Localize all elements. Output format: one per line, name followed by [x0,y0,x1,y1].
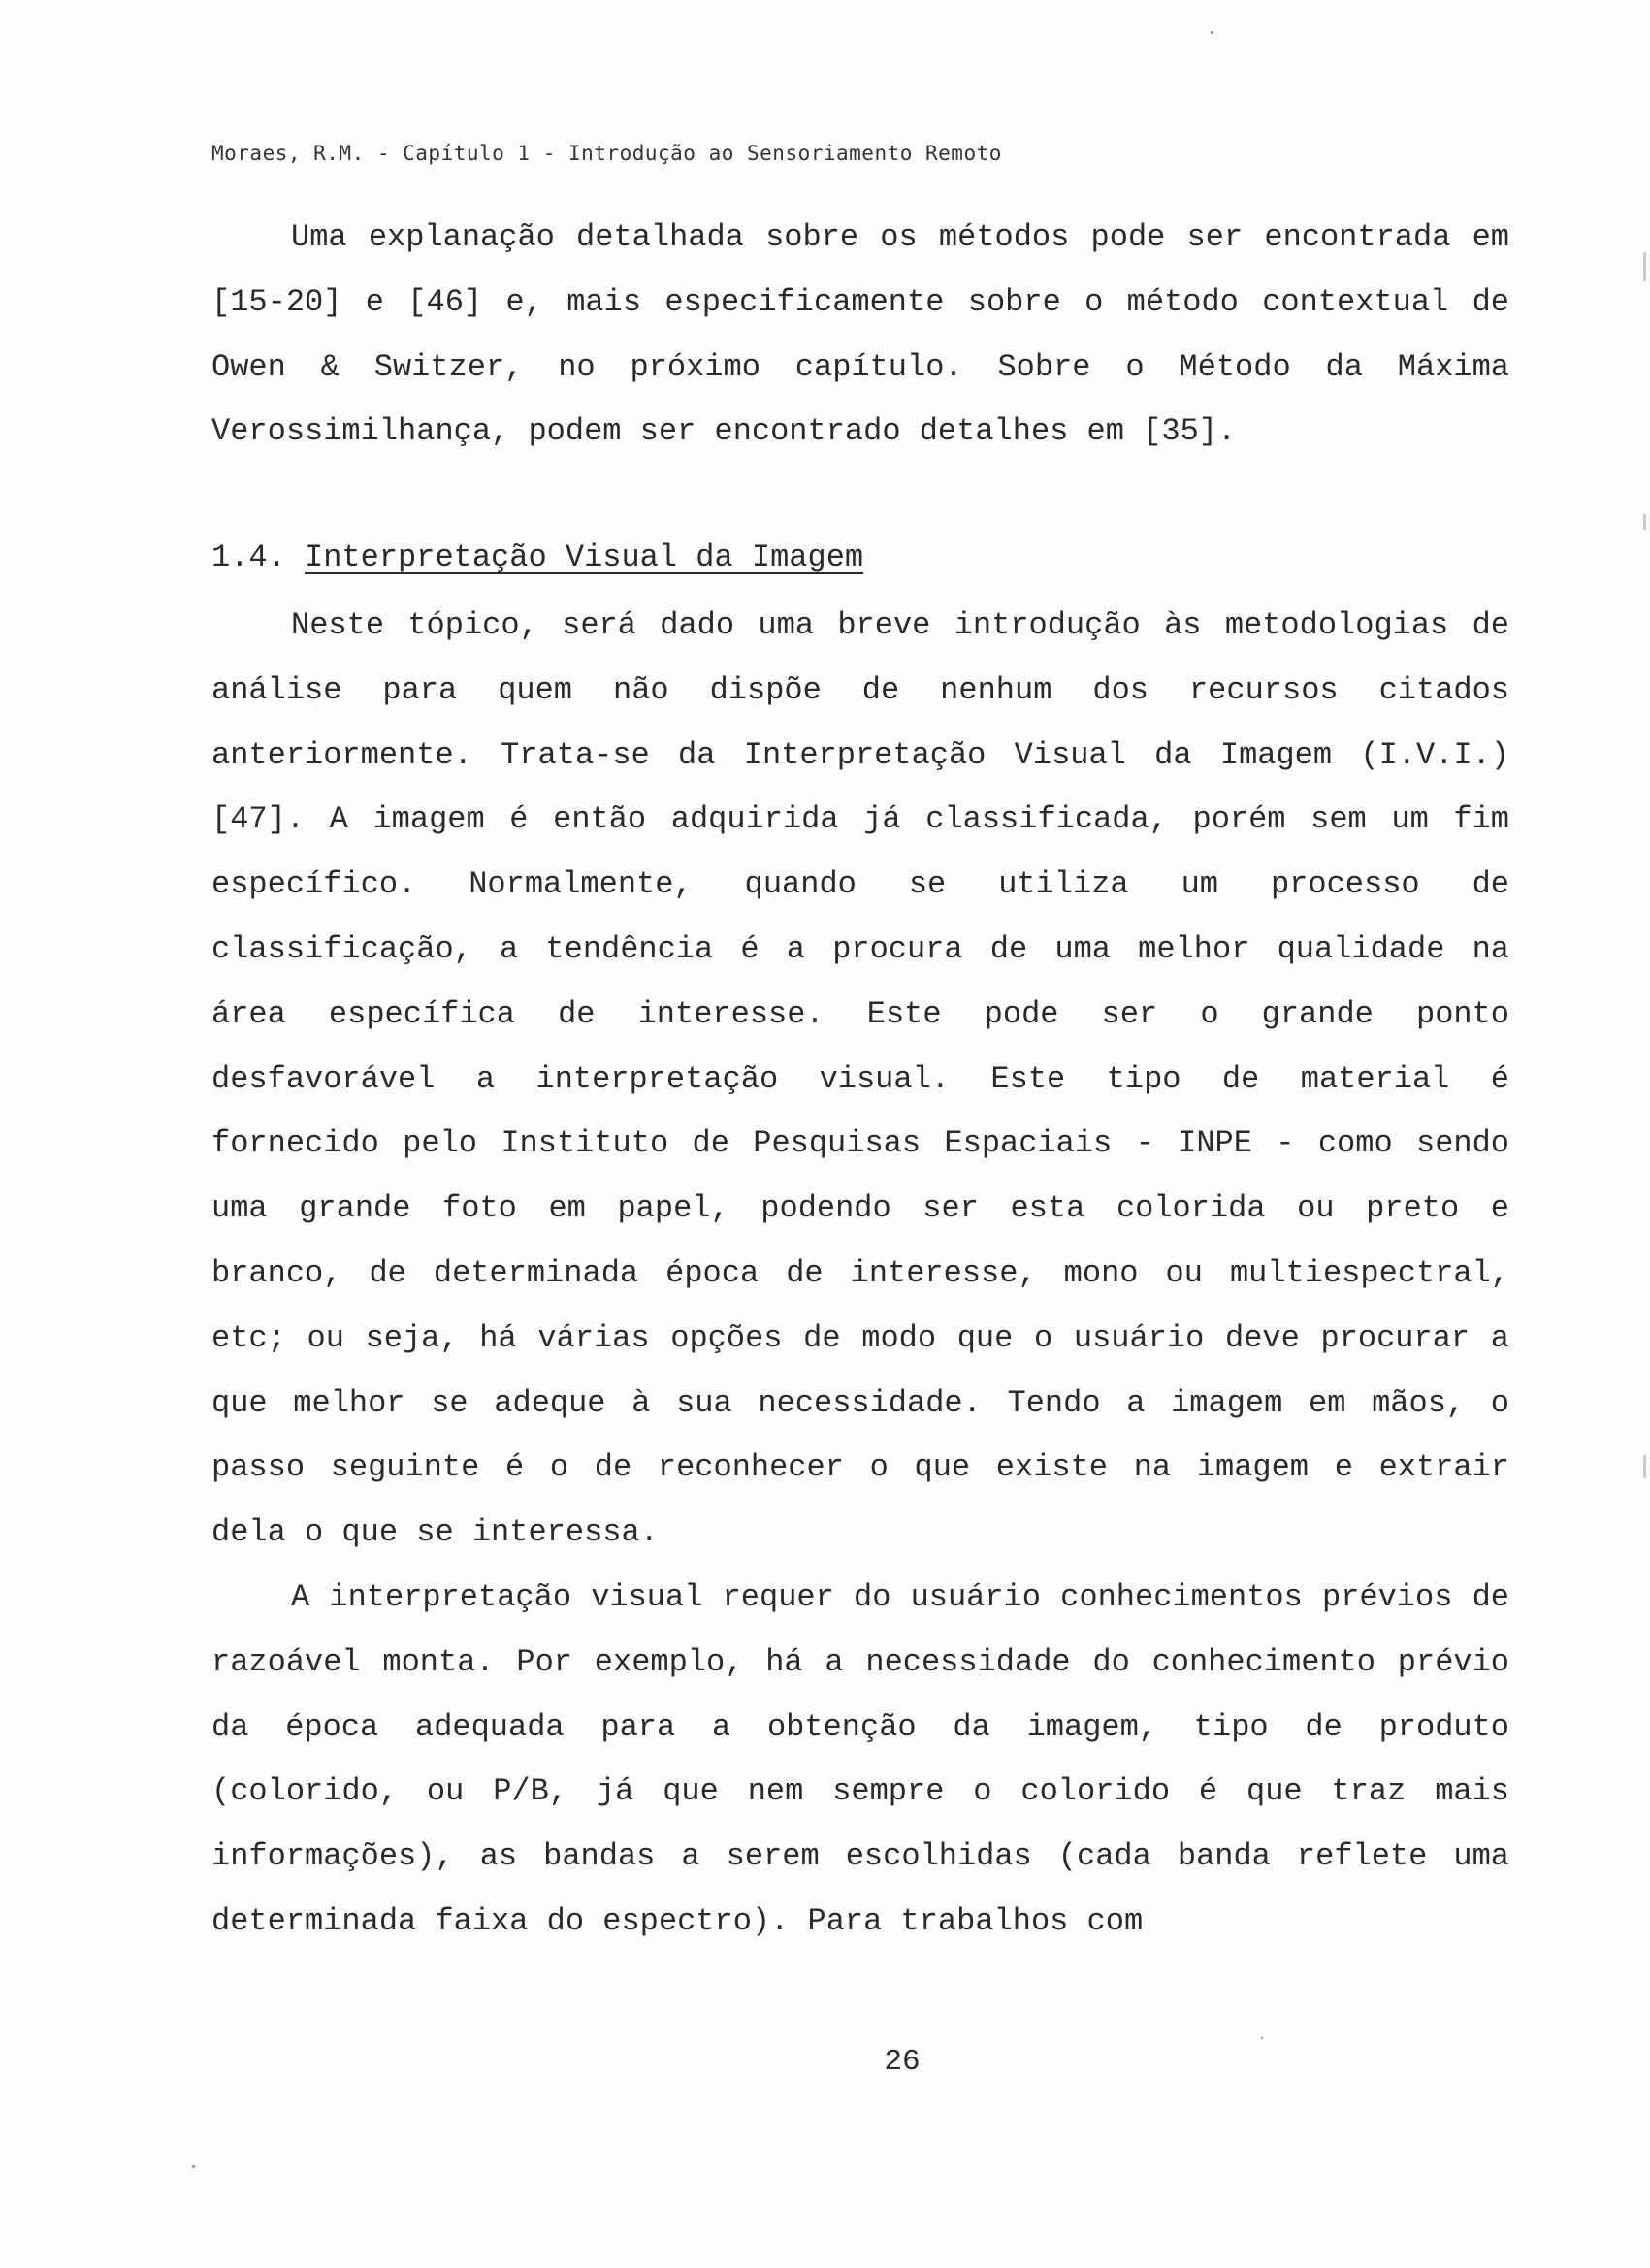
scan-edge-mark [1643,1455,1646,1478]
scan-speck [1211,31,1213,34]
scan-edge-mark [1643,514,1646,530]
section-text-block [211,594,1509,1955]
intro-text-block [211,206,1509,465]
paragraph-ivi-requirements: A interpretação visual requer do usuário conhecimentos prévios de razoável monta. Por exemplo, há a necessidade do conhecimento prévio da época adequada para a obtenção da imagem, tipo de produto (colorido, ou P/B, já que nem sempre o colorido é que traz mais informações), as bandas a serem escolhidas (cada banda reflete uma determinada faixa do espectro). Para trabalhos com [211,1578,1509,1939]
scan-speck [192,2165,195,2168]
scan-edge-mark [1643,252,1646,281]
page-number: 26 [884,2045,921,2079]
section-title: Interpretação Visual da Imagem [305,539,864,575]
scan-speck [1261,2037,1263,2039]
running-header: Moraes, R.M. - Capítulo 1 - Introdução ao Sensoriamento Remoto [211,142,1002,165]
paragraph-ivi-introduction: Neste tópico, será dado uma breve introdução às metodologias de análise para quem não dispõe de nenhum dos recursos citados anteriormente. Trata-se da Interpretação Visual da Imagem (I.V.I.) [47]. A imagem é então adquirida já classificada, porém sem um fim específico. Normalmente, quando se utiliza um processo de classificação, a tendência é a procura de uma melhor qualidade na área específica de interesse. Este pode ser o grande ponto desfavorável a interpretação visual. Este tipo de material é fornecido pelo Instituto de Pesquisas Espaciais - INPE - como sendo uma grande foto em papel, podendo ser esta colorida ou preto e branco, de determinada época de interesse, mono ou multiespectral, etc; ou seja, há várias opções de modo que o usuário deve procurar a que melhor se adeque à sua necessidade. Tendo a imagem em mãos, o passo seguinte é o de reconhecer o que existe na imagem e extrair dela o que se interessa. [211,607,1509,1551]
section-heading [211,534,863,582]
section-number: 1.4. [211,539,286,575]
paragraph-methods-references: Uma explanação detalhada sobre os métodos pode ser encontrada em [15-20] e [46] e, mais especificamente sobre o método contextual de Owen & Switzer, no próximo capítulo. Sobre o Método da Máxima Verossimilhança, podem ser encontrado detalhes em [35]. [211,219,1509,450]
